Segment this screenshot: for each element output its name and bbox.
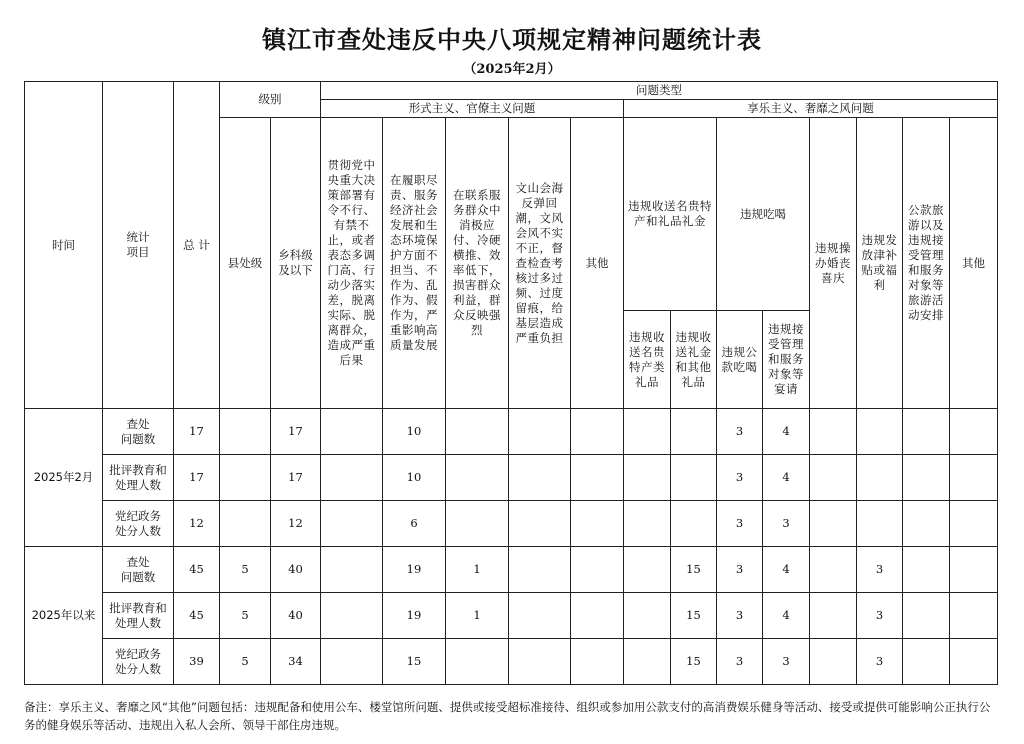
value-cell-f2: 19 [383,593,446,639]
value-cell-township: 34 [271,639,321,685]
header-subsidy: 违规发放津补贴或福利 [857,118,903,409]
value-cell-h-eat2: 4 [763,547,810,593]
header-formalism-other: 其他 [571,118,624,409]
value-cell-total: 39 [174,639,220,685]
value-cell-h-eat2: 4 [763,409,810,455]
value-cell-h-gift1 [624,639,671,685]
value-cell-h-other [950,455,998,501]
value-cell-f5 [571,501,624,547]
value-cell-h-travel [903,547,950,593]
value-cell-h-other [950,409,998,455]
value-cell-f3 [446,639,509,685]
table-body [25,409,998,685]
header-gift-1: 违规收送名贵特产类礼品 [624,311,671,409]
item-cell: 查处 问题数 [103,547,174,593]
value-cell-f4 [509,639,571,685]
value-cell-f1 [321,409,383,455]
value-cell-h-wedding [810,409,857,455]
value-cell-county [220,501,271,547]
value-cell-f1 [321,455,383,501]
value-cell-h-other [950,501,998,547]
value-cell-h-travel [903,593,950,639]
value-cell-total: 17 [174,409,220,455]
header-total: 总 计 [174,82,220,409]
table-row [25,547,998,593]
value-cell-township: 40 [271,593,321,639]
header-township [271,118,321,409]
value-cell-h-other [950,639,998,685]
item-cell: 批评教育和 处理人数 [103,455,174,501]
value-cell-f3 [446,455,509,501]
value-cell-f2: 10 [383,455,446,501]
value-cell-h-wedding [810,455,857,501]
value-cell-h-eat1: 3 [717,501,763,547]
value-cell-h-subsidy: 3 [857,593,903,639]
header-eat-group: 违规吃喝 [717,118,810,311]
value-cell-h-eat2: 3 [763,639,810,685]
item-cell: 查处 问题数 [103,409,174,455]
value-cell-f1 [321,639,383,685]
item-cell: 党纪政务 处分人数 [103,639,174,685]
value-cell-h-wedding [810,501,857,547]
value-cell-h-eat1: 3 [717,639,763,685]
table-row [25,593,998,639]
value-cell-total: 12 [174,501,220,547]
value-cell-h-wedding [810,639,857,685]
value-cell-h-gift1 [624,455,671,501]
value-cell-h-travel [903,639,950,685]
period-cell: 2025年以来 [25,547,103,685]
value-cell-total: 17 [174,455,220,501]
header-gift-group: 违规收送名贵特产和礼品礼金 [624,118,717,311]
value-cell-h-eat2: 4 [763,455,810,501]
value-cell-f4 [509,501,571,547]
header-time: 时间 [25,82,103,409]
footnote: 备注：享乐主义、奢靡之风“其他”问题包括：违规配备和使用公车、楼堂馆所问题、提供或接受超标准接待、组织或参加用公款支付的高消费娱乐健身等活动、接受或提供可能影响公正执行公务的健身娱乐等活动、违规出入私人会所、领导干部住房违规。 [24,700,991,732]
value-cell-h-wedding [810,547,857,593]
header-township-label: 乡科级 及以下 [278,248,313,277]
value-cell-f1 [321,547,383,593]
value-cell-f4 [509,409,571,455]
value-cell-county: 5 [220,639,271,685]
item-cell: 批评教育和 处理人数 [103,593,174,639]
value-cell-county: 5 [220,593,271,639]
value-cell-f2: 10 [383,409,446,455]
value-cell-h-eat1: 3 [717,593,763,639]
value-cell-h-subsidy [857,455,903,501]
value-cell-f1 [321,501,383,547]
value-cell-h-gift1 [624,409,671,455]
value-cell-h-gift2 [671,455,717,501]
value-cell-h-eat1: 3 [717,409,763,455]
header-gift-2: 违规收送礼金和其他礼品 [671,311,717,409]
value-cell-h-travel [903,409,950,455]
value-cell-total: 45 [174,547,220,593]
value-cell-f5 [571,409,624,455]
header-item [103,82,174,409]
value-cell-f3 [446,409,509,455]
header-hedonism-other: 其他 [950,118,998,409]
value-cell-f5 [571,639,624,685]
value-cell-township: 12 [271,501,321,547]
value-cell-h-eat2: 3 [763,501,810,547]
value-cell-h-subsidy [857,501,903,547]
value-cell-f3: 1 [446,547,509,593]
value-cell-h-gift2: 15 [671,639,717,685]
header-problem-type: 问题类型 [321,82,998,100]
value-cell-h-travel [903,501,950,547]
value-cell-f2: 19 [383,547,446,593]
header-formalism-1: 贯彻党中央重大决策部署有令不行、有禁不止，或者表态多调门高、行动少落实差，脱离实际、脱离群众，造成严重后果 [321,118,383,409]
value-cell-h-gift1 [624,501,671,547]
value-cell-h-gift2 [671,501,717,547]
value-cell-county: 5 [220,547,271,593]
header-level: 级别 [220,82,321,118]
header-formalism-4: 文山会海反弹回潮，文风会风不实不正，督查检查考核过多过频、过度留痕，给基层造成严重负担 [509,118,571,409]
item-cell: 党纪政务 处分人数 [103,501,174,547]
header-item-label: 统计 项目 [126,230,150,259]
value-cell-f4 [509,455,571,501]
value-cell-township: 40 [271,547,321,593]
value-cell-h-subsidy [857,409,903,455]
header-travel: 公款旅游以及违规接受管理和服务对象等旅游活动安排 [903,118,950,409]
period-cell: 2025年2月 [25,409,103,547]
page-title: 镇江市查处违反中央八项规定精神问题统计表 [262,25,762,54]
page-subtitle: （2025年2月） [463,62,561,77]
value-cell-total: 45 [174,593,220,639]
value-cell-f2: 6 [383,501,446,547]
value-cell-h-other [950,547,998,593]
value-cell-h-eat1: 3 [717,547,763,593]
value-cell-f3: 1 [446,593,509,639]
header-wedding: 违规操办婚丧喜庆 [810,118,857,409]
header-formalism-group: 形式主义、官僚主义问题 [321,100,624,118]
value-cell-h-gift1 [624,547,671,593]
header-county: 县处级 [220,118,271,409]
value-cell-f5 [571,455,624,501]
value-cell-county [220,455,271,501]
table-row [25,455,998,501]
value-cell-township: 17 [271,455,321,501]
header-eat-1: 违规公款吃喝 [717,311,763,409]
value-cell-h-other [950,593,998,639]
table-row [25,501,998,547]
table-row [25,409,998,455]
value-cell-f2: 15 [383,639,446,685]
value-cell-h-subsidy: 3 [857,547,903,593]
value-cell-h-gift2 [671,409,717,455]
value-cell-f1 [321,593,383,639]
value-cell-h-gift1 [624,593,671,639]
value-cell-f3 [446,501,509,547]
header-eat-2: 违规接受管理和服务对象等宴请 [763,311,810,409]
value-cell-h-eat2: 4 [763,593,810,639]
header-formalism-2: 在履职尽责、服务经济社会发展和生态环境保护方面不担当、不作为、乱作为、假作为，严重影响高质量发展 [383,118,446,409]
value-cell-h-eat1: 3 [717,455,763,501]
value-cell-h-wedding [810,593,857,639]
value-cell-f5 [571,593,624,639]
header-formalism-3: 在联系服务群众中消极应付、冷硬横推、效率低下，损害群众利益，群众反映强烈 [446,118,509,409]
value-cell-township: 17 [271,409,321,455]
value-cell-f4 [509,547,571,593]
value-cell-h-gift2: 15 [671,547,717,593]
statistics-table [24,81,998,685]
value-cell-h-subsidy: 3 [857,639,903,685]
value-cell-f5 [571,547,624,593]
header-hedonism-group: 享乐主义、奢靡之风问题 [624,100,998,118]
table-row [25,639,998,685]
value-cell-h-travel [903,455,950,501]
value-cell-county [220,409,271,455]
value-cell-h-gift2: 15 [671,593,717,639]
value-cell-f4 [509,593,571,639]
